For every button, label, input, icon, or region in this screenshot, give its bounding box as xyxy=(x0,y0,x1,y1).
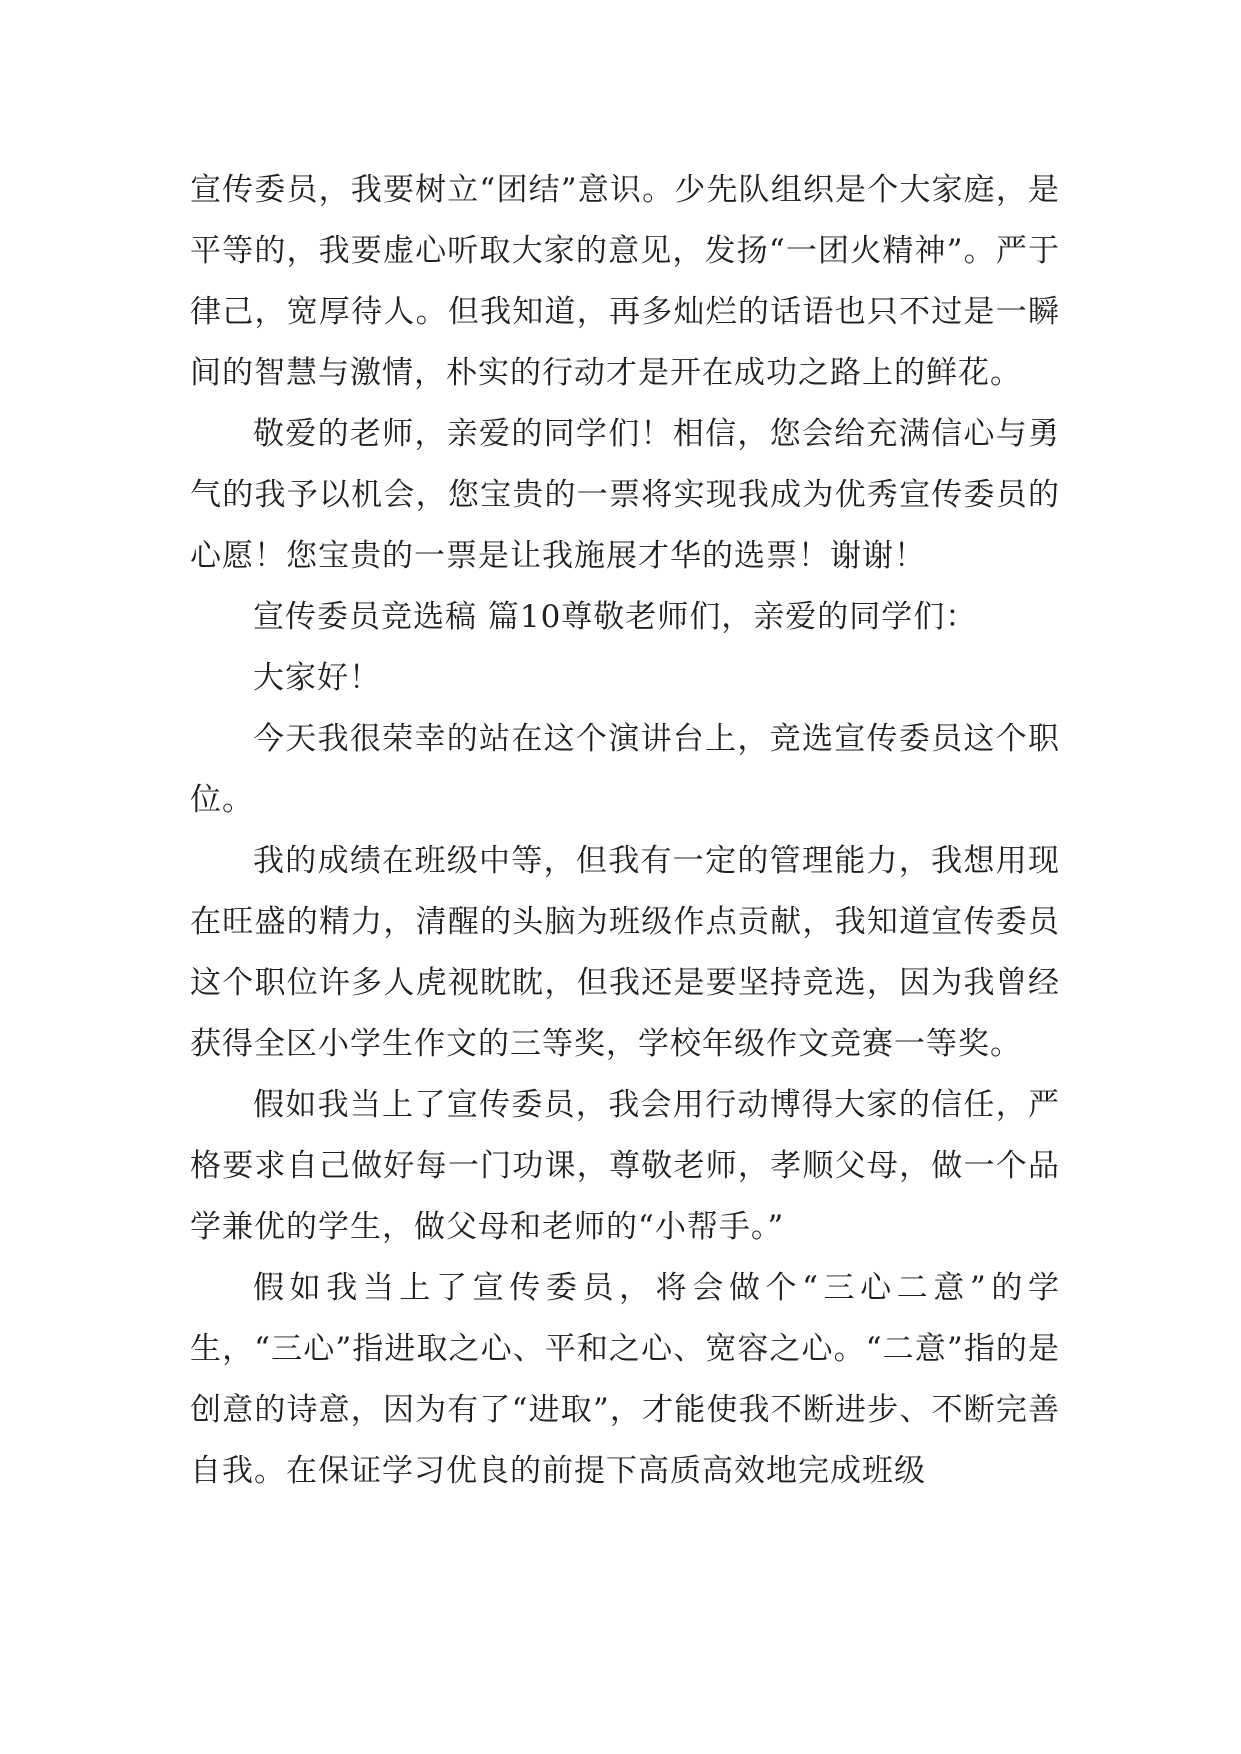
section-heading-paragraph: 宣传委员竞选稿 篇10尊敬老师们，亲爱的同学们： xyxy=(253,599,978,635)
paragraph: 假如我当上了宣传委员，我会用行动博得大家的信任，严格要求自己做好每一门功课，尊敬老师，孝顺父母，做一个品学兼优的学生，做父母和老师的“小帮手。” xyxy=(190,1087,1060,1245)
paragraph: 今天我很荣幸的站在这个演讲台上，竞选宣传委员这个职位。 xyxy=(190,721,1060,818)
greeting-paragraph: 大家好！ xyxy=(253,660,381,696)
paragraph: 我的成绩在班级中等，但我有一定的管理能力，我想用现在旺盛的精力，清醒的头脑为班级作点贡献，我知道宣传委员这个职位许多人虎视眈眈，但我还是要坚持竞选，因为我曾经获得全区小学生作文的三等奖，学校年级作文竞赛一等奖。 xyxy=(190,843,1060,1062)
paragraph: 宣传委员，我要树立“团结”意识。少先队组织是个大家庭，是平等的，我要虚心听取大家的意见，发扬“一团火精神”。严于律己，宽厚待人。但我知道，再多灿烂的话语也只不过是一瞬间的智慧与激情，朴实的行动才是开在成功之路上的鲜花。 xyxy=(190,172,1060,391)
paragraph: 假如我当上了宣传委员，将会做个“三心二意”的学生，“三心”指进取之心、平和之心、宽容之心。“二意”指的是创意的诗意，因为有了“进取”，才能使我不断进步、不断完善自我。在保证学习优良的前提下高质高效地完成班级 xyxy=(190,1270,1060,1489)
document-body xyxy=(190,160,1060,1502)
paragraph: 敬爱的老师，亲爱的同学们！相信，您会给充满信心与勇气的我予以机会，您宝贵的一票将实现我成为优秀宣传委员的心愿！您宝贵的一票是让我施展才华的选票！谢谢！ xyxy=(190,416,1060,574)
